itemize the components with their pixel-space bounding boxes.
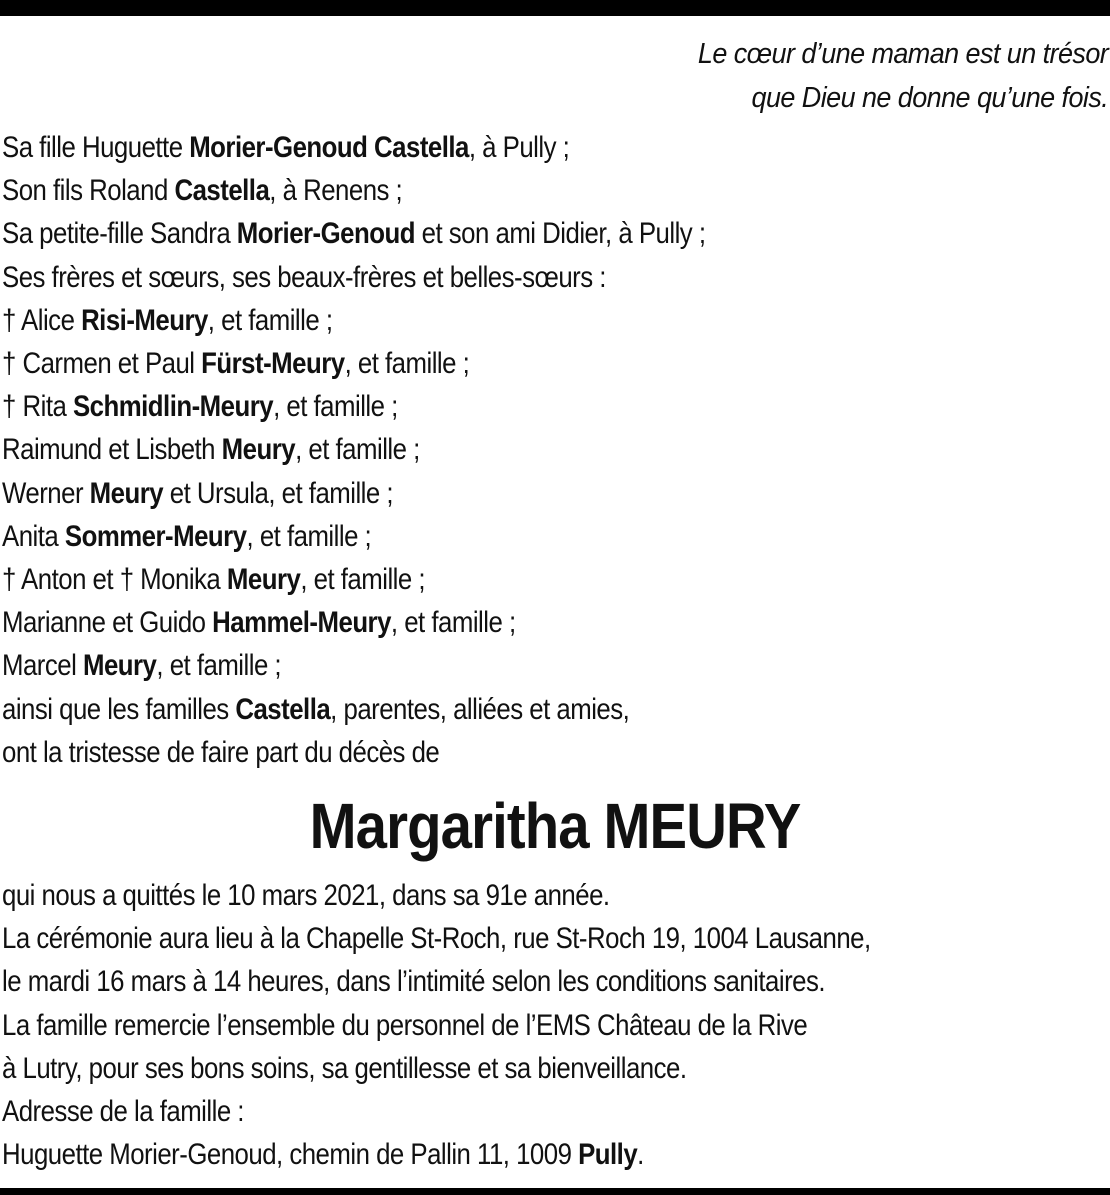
surname: Meury bbox=[226, 563, 301, 597]
text-segment: . bbox=[637, 1138, 644, 1172]
text-segment: † Rita bbox=[2, 390, 73, 424]
text-segment: et Ursula, et famille ; bbox=[163, 476, 394, 510]
text-segment: Sa petite-fille Sandra bbox=[2, 217, 237, 251]
detail-line bbox=[2, 874, 871, 917]
epigraph-line: Le cœur d’une maman est un trésor bbox=[697, 38, 1108, 70]
text-segment: Werner bbox=[2, 476, 90, 510]
surname: Castella bbox=[235, 692, 331, 726]
text-segment: Raimund et Lisbeth bbox=[2, 433, 222, 467]
text-segment: Son fils Roland bbox=[2, 174, 175, 208]
text-segment: qui nous a quittés le 10 mars 2021, dans sa 91e année. bbox=[2, 879, 610, 912]
epigraph-quote bbox=[698, 32, 1108, 120]
text-segment: † Carmen et Paul bbox=[2, 347, 202, 381]
text-segment: Anita bbox=[2, 519, 65, 553]
family-member-line bbox=[2, 472, 705, 515]
family-member-line bbox=[2, 385, 705, 428]
family-member-line bbox=[2, 515, 705, 558]
text-segment: † Alice bbox=[2, 303, 82, 337]
text-segment: , et famille ; bbox=[156, 649, 282, 683]
family-member-line bbox=[2, 169, 705, 212]
surname: Meury bbox=[89, 476, 164, 510]
surname: Morier-Genoud bbox=[236, 217, 416, 251]
surname: Sommer-Meury bbox=[64, 519, 247, 553]
detail-line bbox=[2, 960, 871, 1003]
deceased-name: Margaritha MEURY bbox=[309, 790, 801, 862]
bottom-border-rule bbox=[0, 1188, 1110, 1195]
text-segment: ont la tristesse de faire part du décès de bbox=[2, 735, 440, 769]
text-segment: et son ami Didier, à Pully ; bbox=[415, 217, 706, 251]
epigraph-line: que Dieu ne donne qu’une fois. bbox=[751, 82, 1108, 114]
detail-line bbox=[2, 1133, 871, 1176]
text-segment: † Anton et † Monika bbox=[2, 563, 227, 597]
text-segment: , et famille ; bbox=[390, 606, 516, 640]
surname: Castella bbox=[174, 174, 270, 208]
text-segment: , et famille ; bbox=[246, 519, 372, 553]
ceremony-details bbox=[2, 874, 871, 1176]
text-segment: , et famille ; bbox=[207, 303, 333, 337]
family-member-line bbox=[2, 299, 705, 342]
surname: Pully bbox=[578, 1138, 638, 1172]
text-segment: à Lutry, pour ses bons soins, sa gentillesse et sa bienveillance. bbox=[2, 1051, 687, 1085]
text-segment: Huguette Morier-Genoud, chemin de Pallin 11, 1009 bbox=[2, 1138, 579, 1172]
surname: Fürst-Meury bbox=[201, 347, 345, 381]
text-segment: Marcel bbox=[2, 649, 83, 683]
text-segment: , à Renens ; bbox=[269, 174, 403, 208]
detail-line bbox=[2, 1047, 871, 1090]
detail-line bbox=[2, 917, 871, 960]
family-member-line bbox=[2, 601, 705, 644]
family-member-line bbox=[2, 731, 705, 774]
text-segment: , parentes, alliées et amies, bbox=[330, 692, 630, 726]
text-segment: Adresse de la famille : bbox=[2, 1095, 244, 1129]
top-border-rule bbox=[0, 0, 1110, 16]
family-member-line bbox=[2, 644, 705, 687]
surname: Risi-Meury bbox=[81, 303, 208, 337]
family-member-line bbox=[2, 558, 705, 601]
text-segment: , et famille ; bbox=[300, 563, 426, 597]
family-member-line bbox=[2, 212, 705, 255]
surname: Meury bbox=[221, 433, 296, 467]
text-segment: , et famille ; bbox=[344, 347, 470, 381]
text-segment: , à Pully ; bbox=[468, 131, 570, 164]
family-member-line bbox=[2, 342, 705, 385]
surname: Morier-Genoud Castella bbox=[189, 131, 469, 164]
detail-line bbox=[2, 1090, 871, 1133]
text-segment: Marianne et Guido bbox=[2, 606, 213, 640]
surname: Schmidlin-Meury bbox=[72, 390, 274, 424]
text-segment: , et famille ; bbox=[295, 433, 420, 467]
family-member-line bbox=[2, 428, 705, 471]
family-member-line bbox=[2, 126, 705, 169]
text-segment: Sa fille Huguette bbox=[2, 131, 190, 164]
detail-line bbox=[2, 1004, 871, 1047]
text-segment: La famille remercie l’ensemble du personnel de l’EMS Château de la Rive bbox=[2, 1008, 808, 1042]
text-segment: La cérémonie aura lieu à la Chapelle St-Roch, rue St-Roch 19, 1004 Lausanne, bbox=[2, 922, 871, 956]
text-segment: , et famille ; bbox=[273, 390, 398, 424]
family-member-line bbox=[2, 688, 705, 731]
text-segment: ainsi que les familles bbox=[2, 692, 236, 726]
text-segment: Ses frères et sœurs, ses beaux-frères et belles-sœurs : bbox=[2, 260, 606, 294]
surname: Meury bbox=[82, 649, 157, 683]
family-announcement bbox=[2, 126, 705, 774]
family-member-line bbox=[2, 256, 705, 299]
text-segment: le mardi 16 mars à 14 heures, dans l’intimité selon les conditions sanitaires. bbox=[2, 965, 826, 999]
surname: Hammel-Meury bbox=[212, 606, 391, 640]
